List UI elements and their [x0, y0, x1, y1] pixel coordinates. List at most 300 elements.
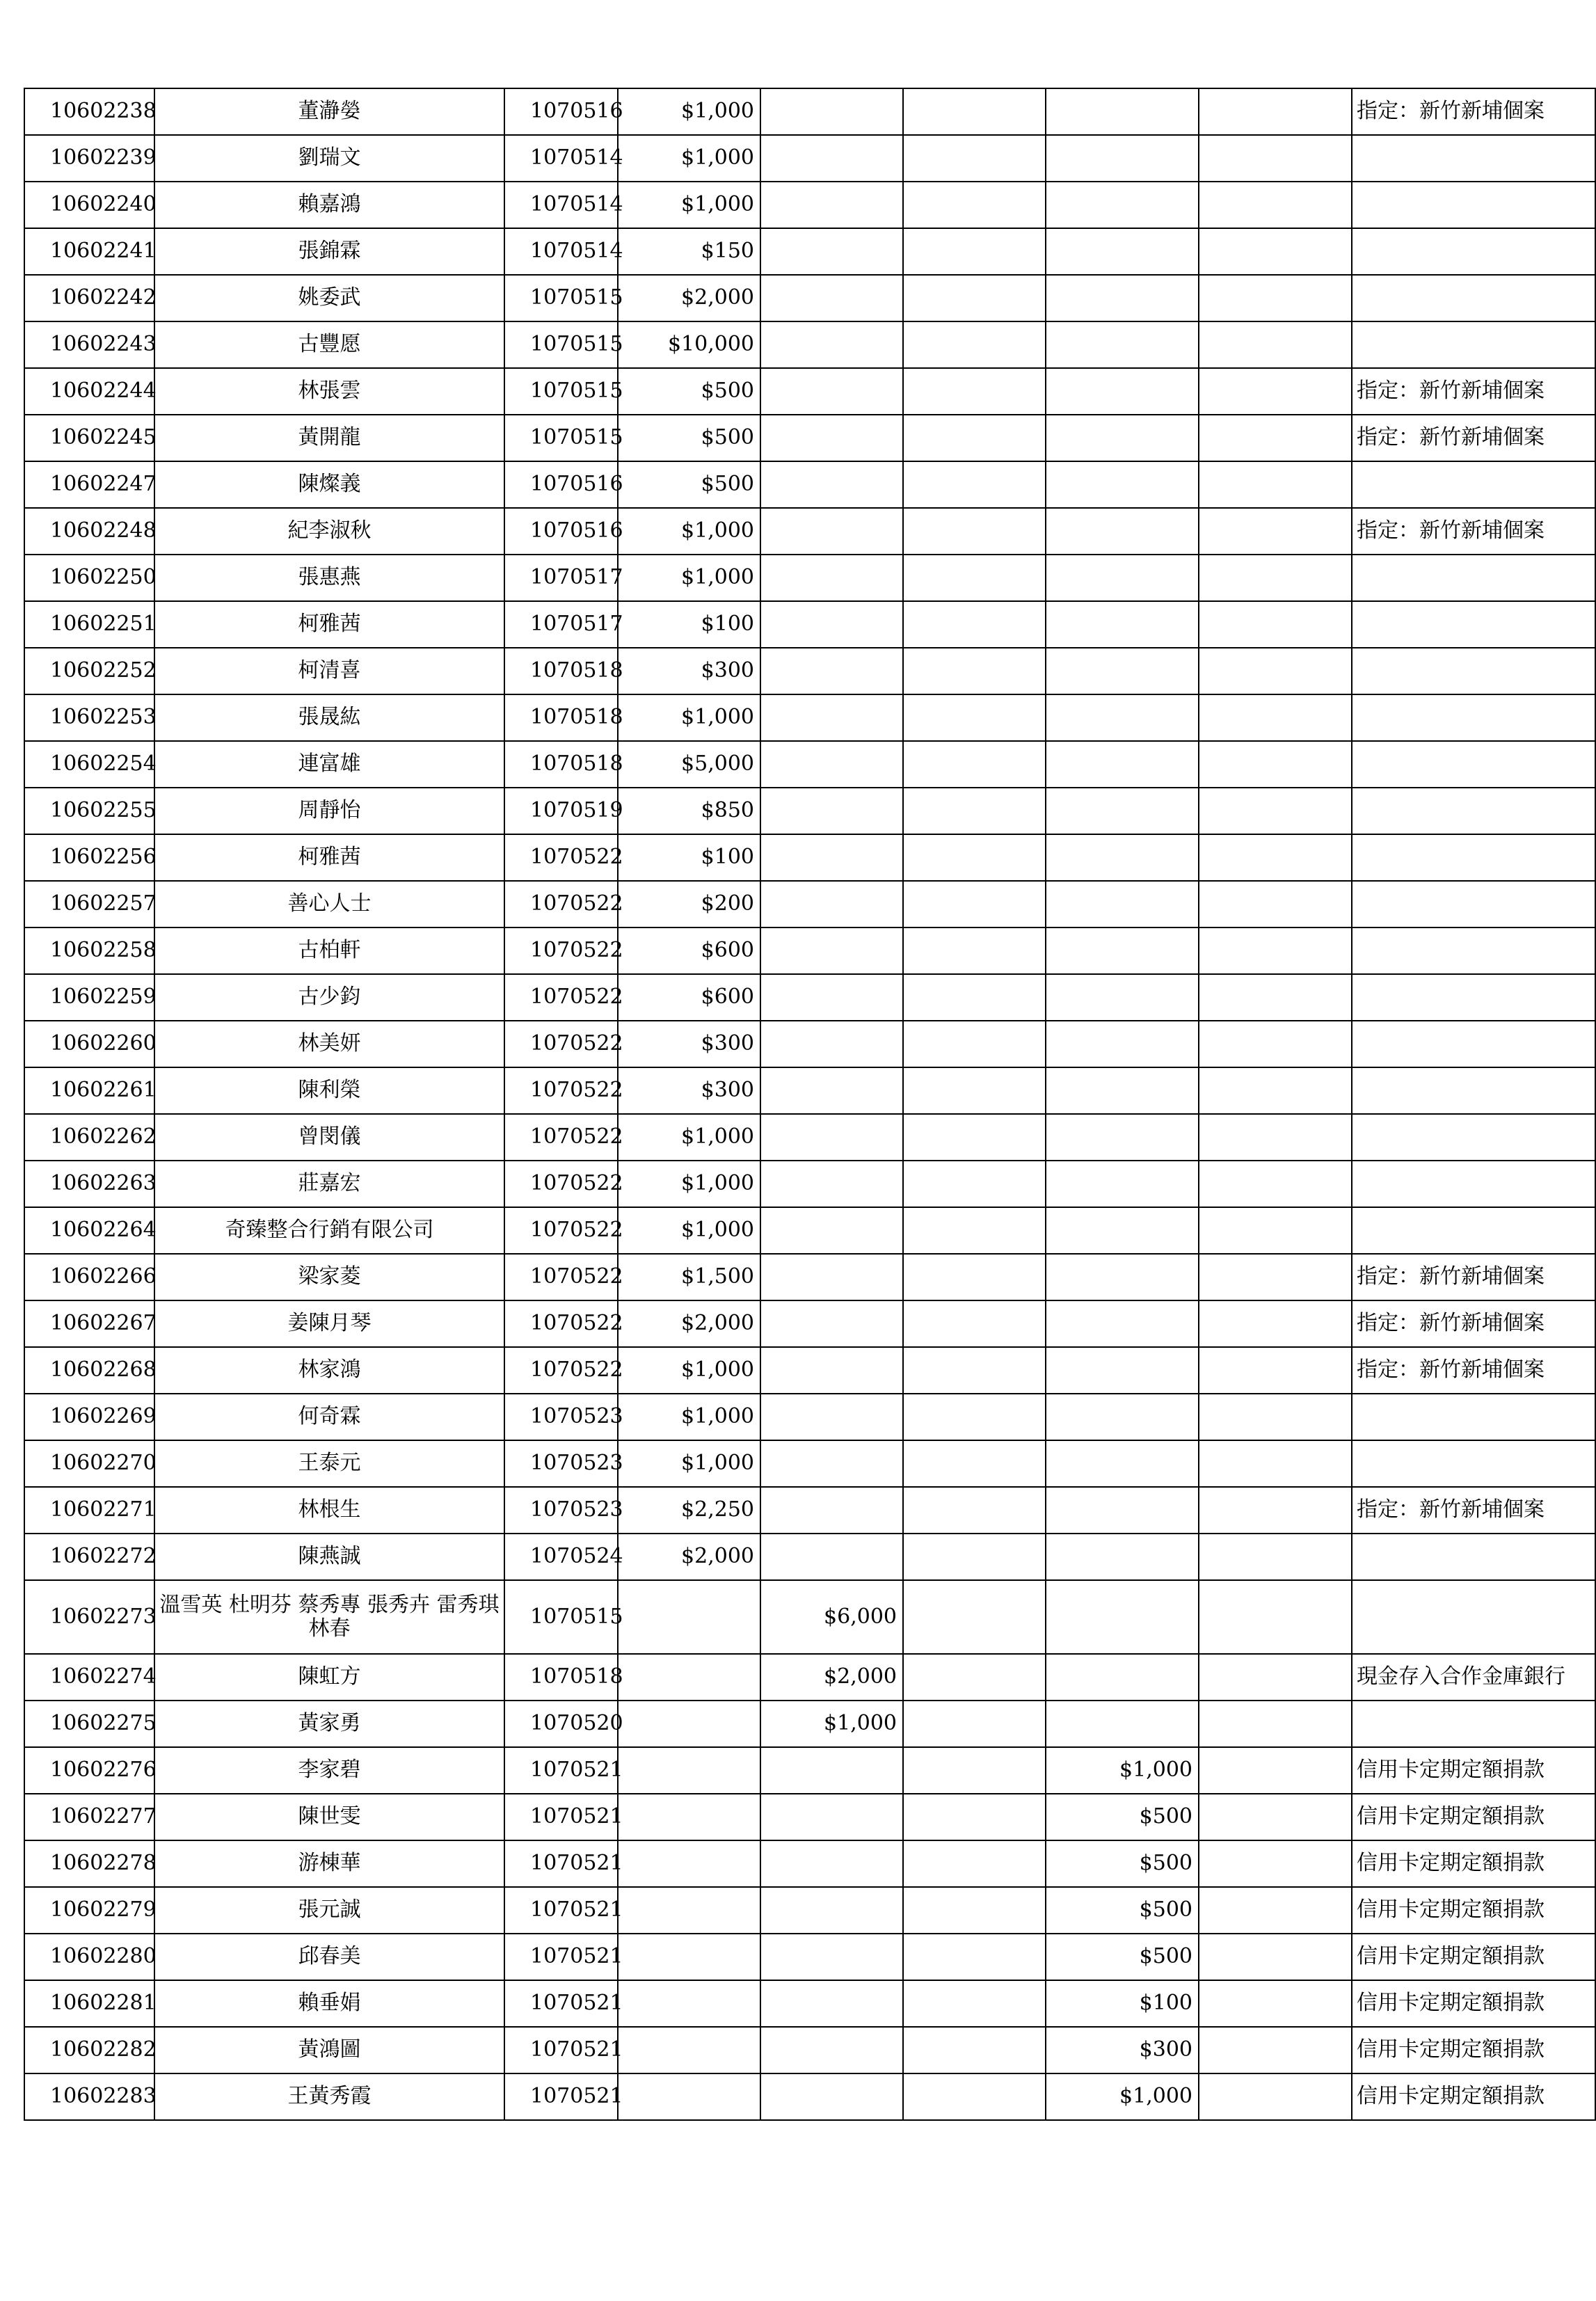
- receipt-number-cell: 10602238: [24, 88, 154, 135]
- amount-cell-4: $300: [1046, 2027, 1199, 2073]
- amount-cell-2: [760, 788, 903, 834]
- table-row: [24, 1840, 1595, 1887]
- amount-cell-1: [618, 1747, 760, 1794]
- amount-cell-2: $1,000: [760, 1701, 903, 1747]
- amount-cell-3: [903, 881, 1046, 927]
- amount-cell-3: [903, 1207, 1046, 1254]
- amount-cell-5: [1199, 881, 1352, 927]
- receipt-number-cell: 10602252: [24, 648, 154, 694]
- donation-date-cell: 1070518: [504, 648, 618, 694]
- donor-name-cell: 柯雅茜: [154, 601, 504, 648]
- note-cell: [1352, 1114, 1595, 1161]
- donor-name-cell: 善心人士: [154, 881, 504, 927]
- donor-name-cell: 陳燦義: [154, 461, 504, 508]
- amount-cell-5: [1199, 1067, 1352, 1114]
- amount-cell-5: [1199, 927, 1352, 974]
- table-row: [24, 88, 1595, 135]
- donation-date-cell: 1070517: [504, 555, 618, 601]
- amount-cell-2: [760, 881, 903, 927]
- amount-cell-3: [903, 1934, 1046, 1980]
- table-row: [24, 508, 1595, 555]
- donor-name-cell: 張錦霖: [154, 228, 504, 275]
- table-row: [24, 648, 1595, 694]
- amount-cell-5: [1199, 1394, 1352, 1440]
- amount-cell-3: [903, 834, 1046, 881]
- amount-cell-3: [903, 927, 1046, 974]
- note-cell: 指定：新竹新埔個案: [1352, 88, 1595, 135]
- note-cell: [1352, 881, 1595, 927]
- receipt-number-cell: 10602279: [24, 1887, 154, 1934]
- donation-date-cell: 1070523: [504, 1394, 618, 1440]
- receipt-number-cell: 10602278: [24, 1840, 154, 1887]
- table-row: [24, 834, 1595, 881]
- amount-cell-4: [1046, 1347, 1199, 1394]
- donor-name-cell: 賴嘉鴻: [154, 182, 504, 228]
- amount-cell-5: [1199, 1794, 1352, 1840]
- donation-date-cell: 1070522: [504, 927, 618, 974]
- donation-date-cell: 1070515: [504, 415, 618, 461]
- receipt-number-cell: 10602248: [24, 508, 154, 555]
- amount-cell-5: [1199, 1934, 1352, 1980]
- donation-date-cell: 1070514: [504, 182, 618, 228]
- amount-cell-1: [618, 1887, 760, 1934]
- note-cell: [1352, 1067, 1595, 1114]
- table-row: [24, 1067, 1595, 1114]
- donor-name-cell: 周靜怡: [154, 788, 504, 834]
- amount-cell-2: [760, 2073, 903, 2120]
- amount-cell-5: [1199, 741, 1352, 788]
- donor-name-cell: 王泰元: [154, 1440, 504, 1487]
- donation-date-cell: 1070521: [504, 1840, 618, 1887]
- table-row: [24, 2073, 1595, 2120]
- amount-cell-2: [760, 1021, 903, 1067]
- receipt-number-cell: 10602273: [24, 1580, 154, 1654]
- amount-cell-5: [1199, 1161, 1352, 1207]
- donation-date-cell: 1070515: [504, 275, 618, 321]
- receipt-number-cell: 10602244: [24, 368, 154, 415]
- amount-cell-1: [618, 1840, 760, 1887]
- donor-name-cell: 陳虹方: [154, 1654, 504, 1701]
- amount-cell-2: [760, 1207, 903, 1254]
- note-cell: [1352, 461, 1595, 508]
- amount-cell-3: [903, 1747, 1046, 1794]
- amount-cell-3: [903, 1347, 1046, 1394]
- amount-cell-2: [760, 834, 903, 881]
- amount-cell-4: [1046, 881, 1199, 927]
- amount-cell-2: [760, 508, 903, 555]
- amount-cell-4: [1046, 368, 1199, 415]
- amount-cell-4: [1046, 741, 1199, 788]
- donation-date-cell: 1070514: [504, 228, 618, 275]
- amount-cell-3: [903, 182, 1046, 228]
- table-row: [24, 2027, 1595, 2073]
- note-cell: 指定：新竹新埔個案: [1352, 368, 1595, 415]
- donor-name-cell: 柯清喜: [154, 648, 504, 694]
- donor-name-cell: 賴垂娟: [154, 1980, 504, 2027]
- donation-date-cell: 1070522: [504, 1300, 618, 1347]
- table-row: [24, 368, 1595, 415]
- donation-date-cell: 1070522: [504, 974, 618, 1021]
- amount-cell-2: $6,000: [760, 1580, 903, 1654]
- amount-cell-5: [1199, 1701, 1352, 1747]
- table-row: [24, 601, 1595, 648]
- donation-date-cell: 1070522: [504, 834, 618, 881]
- table-row: [24, 415, 1595, 461]
- amount-cell-4: [1046, 788, 1199, 834]
- amount-cell-1: $150: [618, 228, 760, 275]
- donor-name-cell: 張元誠: [154, 1887, 504, 1934]
- table-row: [24, 1300, 1595, 1347]
- note-cell: [1352, 1021, 1595, 1067]
- amount-cell-3: [903, 228, 1046, 275]
- amount-cell-5: [1199, 1534, 1352, 1580]
- amount-cell-5: [1199, 2073, 1352, 2120]
- amount-cell-3: [903, 2073, 1046, 2120]
- amount-cell-3: [903, 1887, 1046, 1934]
- table-row: [24, 1701, 1595, 1747]
- donation-date-cell: 1070516: [504, 508, 618, 555]
- receipt-number-cell: 10602268: [24, 1347, 154, 1394]
- amount-cell-3: [903, 461, 1046, 508]
- amount-cell-5: [1199, 974, 1352, 1021]
- amount-cell-5: [1199, 415, 1352, 461]
- amount-cell-3: [903, 1487, 1046, 1534]
- amount-cell-2: [760, 275, 903, 321]
- donation-date-cell: 1070515: [504, 321, 618, 368]
- amount-cell-5: [1199, 1747, 1352, 1794]
- amount-cell-1: $1,000: [618, 1394, 760, 1440]
- note-cell: [1352, 648, 1595, 694]
- receipt-number-cell: 10602260: [24, 1021, 154, 1067]
- donor-name-cell: 陳燕誠: [154, 1534, 504, 1580]
- note-cell: [1352, 1440, 1595, 1487]
- donation-date-cell: 1070518: [504, 741, 618, 788]
- amount-cell-1: $2,000: [618, 275, 760, 321]
- donor-name-cell: 紀李淑秋: [154, 508, 504, 555]
- amount-cell-1: [618, 1794, 760, 1840]
- receipt-number-cell: 10602272: [24, 1534, 154, 1580]
- amount-cell-5: [1199, 1580, 1352, 1654]
- donation-date-cell: 1070514: [504, 135, 618, 182]
- table-row: [24, 1021, 1595, 1067]
- note-cell: [1352, 1534, 1595, 1580]
- donation-date-cell: 1070522: [504, 1347, 618, 1394]
- amount-cell-1: $1,500: [618, 1254, 760, 1300]
- donor-name-cell: 黃鴻圖: [154, 2027, 504, 2073]
- amount-cell-2: [760, 694, 903, 741]
- amount-cell-4: [1046, 555, 1199, 601]
- amount-cell-3: [903, 1980, 1046, 2027]
- receipt-number-cell: 10602256: [24, 834, 154, 881]
- table-row: [24, 1580, 1595, 1654]
- amount-cell-1: $1,000: [618, 182, 760, 228]
- donor-name-cell: 林美妍: [154, 1021, 504, 1067]
- amount-cell-2: [760, 1161, 903, 1207]
- donation-date-cell: 1070523: [504, 1440, 618, 1487]
- table-row: [24, 555, 1595, 601]
- amount-cell-4: [1046, 135, 1199, 182]
- table-row: [24, 1980, 1595, 2027]
- amount-cell-3: [903, 1254, 1046, 1300]
- note-cell: [1352, 135, 1595, 182]
- amount-cell-3: [903, 321, 1046, 368]
- donation-date-cell: 1070518: [504, 694, 618, 741]
- donor-name-cell: 曾閔儀: [154, 1114, 504, 1161]
- amount-cell-4: $500: [1046, 1794, 1199, 1840]
- donation-date-cell: 1070522: [504, 1254, 618, 1300]
- amount-cell-1: $2,000: [618, 1534, 760, 1580]
- amount-cell-3: [903, 1654, 1046, 1701]
- amount-cell-4: [1046, 974, 1199, 1021]
- amount-cell-2: [760, 1440, 903, 1487]
- table-row: [24, 881, 1595, 927]
- donor-name-cell: 姜陳月琴: [154, 1300, 504, 1347]
- amount-cell-2: [760, 1794, 903, 1840]
- receipt-number-cell: 10602276: [24, 1747, 154, 1794]
- donation-date-cell: 1070515: [504, 368, 618, 415]
- donation-date-cell: 1070522: [504, 881, 618, 927]
- amount-cell-3: [903, 694, 1046, 741]
- amount-cell-3: [903, 1534, 1046, 1580]
- note-cell: [1352, 1701, 1595, 1747]
- donor-name-cell: 劉瑞文: [154, 135, 504, 182]
- amount-cell-3: [903, 508, 1046, 555]
- amount-cell-3: [903, 1580, 1046, 1654]
- amount-cell-1: $500: [618, 368, 760, 415]
- amount-cell-4: $1,000: [1046, 2073, 1199, 2120]
- table-row: [24, 788, 1595, 834]
- donor-name-cell: 溫雪英 杜明芬 蔡秀專 張秀卉 雷秀琪 林春: [154, 1580, 504, 1654]
- table-row: [24, 1934, 1595, 1980]
- note-cell: [1352, 275, 1595, 321]
- receipt-number-cell: 10602266: [24, 1254, 154, 1300]
- table-row: [24, 1887, 1595, 1934]
- amount-cell-2: [760, 1067, 903, 1114]
- note-cell: 指定：新竹新埔個案: [1352, 1254, 1595, 1300]
- table-row: [24, 1207, 1595, 1254]
- receipt-number-cell: 10602251: [24, 601, 154, 648]
- amount-cell-2: [760, 1980, 903, 2027]
- amount-cell-4: $500: [1046, 1887, 1199, 1934]
- amount-cell-5: [1199, 1887, 1352, 1934]
- amount-cell-3: [903, 1300, 1046, 1347]
- amount-cell-4: [1046, 415, 1199, 461]
- amount-cell-1: $2,250: [618, 1487, 760, 1534]
- note-cell: 信用卡定期定額捐款: [1352, 1794, 1595, 1840]
- amount-cell-2: [760, 415, 903, 461]
- amount-cell-1: $1,000: [618, 1440, 760, 1487]
- donor-name-cell: 奇臻整合行銷有限公司: [154, 1207, 504, 1254]
- donation-date-cell: 1070521: [504, 1934, 618, 1980]
- donor-name-cell: 古豐愿: [154, 321, 504, 368]
- amount-cell-4: [1046, 275, 1199, 321]
- donor-name-cell: 張惠燕: [154, 555, 504, 601]
- amount-cell-4: [1046, 1534, 1199, 1580]
- table-row: [24, 135, 1595, 182]
- table-row: [24, 1487, 1595, 1534]
- note-cell: [1352, 555, 1595, 601]
- donation-date-cell: 1070521: [504, 2073, 618, 2120]
- donor-name-cell: 林張雲: [154, 368, 504, 415]
- amount-cell-4: [1046, 1207, 1199, 1254]
- amount-cell-1: $300: [618, 1067, 760, 1114]
- receipt-number-cell: 10602262: [24, 1114, 154, 1161]
- amount-cell-3: [903, 974, 1046, 1021]
- amount-cell-4: [1046, 461, 1199, 508]
- amount-cell-2: [760, 1840, 903, 1887]
- table-row: [24, 694, 1595, 741]
- note-cell: 信用卡定期定額捐款: [1352, 1887, 1595, 1934]
- amount-cell-1: $300: [618, 1021, 760, 1067]
- table-row: [24, 321, 1595, 368]
- amount-cell-4: $500: [1046, 1934, 1199, 1980]
- amount-cell-2: [760, 1114, 903, 1161]
- amount-cell-4: [1046, 601, 1199, 648]
- donation-date-cell: 1070521: [504, 1980, 618, 2027]
- table-row: [24, 461, 1595, 508]
- amount-cell-4: [1046, 508, 1199, 555]
- amount-cell-3: [903, 2027, 1046, 2073]
- note-cell: [1352, 927, 1595, 974]
- receipt-number-cell: 10602281: [24, 1980, 154, 2027]
- amount-cell-4: [1046, 228, 1199, 275]
- amount-cell-5: [1199, 182, 1352, 228]
- note-cell: [1352, 974, 1595, 1021]
- table-row: [24, 1747, 1595, 1794]
- amount-cell-3: [903, 1794, 1046, 1840]
- amount-cell-4: [1046, 1580, 1199, 1654]
- amount-cell-1: [618, 1580, 760, 1654]
- note-cell: [1352, 788, 1595, 834]
- receipt-number-cell: 10602253: [24, 694, 154, 741]
- amount-cell-1: $1,000: [618, 1207, 760, 1254]
- donation-date-cell: 1070515: [504, 1580, 618, 1654]
- receipt-number-cell: 10602277: [24, 1794, 154, 1840]
- amount-cell-2: [760, 1487, 903, 1534]
- table-row: [24, 1394, 1595, 1440]
- donation-date-cell: 1070521: [504, 2027, 618, 2073]
- donor-name-cell: 連富雄: [154, 741, 504, 788]
- donation-date-cell: 1070518: [504, 1654, 618, 1701]
- amount-cell-4: [1046, 648, 1199, 694]
- amount-cell-4: [1046, 321, 1199, 368]
- amount-cell-1: $200: [618, 881, 760, 927]
- amount-cell-4: $100: [1046, 1980, 1199, 2027]
- amount-cell-4: [1046, 1067, 1199, 1114]
- amount-cell-3: [903, 275, 1046, 321]
- amount-cell-2: [760, 461, 903, 508]
- amount-cell-2: [760, 648, 903, 694]
- amount-cell-3: [903, 1067, 1046, 1114]
- donation-date-cell: 1070516: [504, 88, 618, 135]
- table-row: [24, 275, 1595, 321]
- amount-cell-4: [1046, 182, 1199, 228]
- amount-cell-3: [903, 1440, 1046, 1487]
- donor-name-cell: 林家鴻: [154, 1347, 504, 1394]
- receipt-number-cell: 10602243: [24, 321, 154, 368]
- amount-cell-2: [760, 182, 903, 228]
- note-cell: 信用卡定期定額捐款: [1352, 1840, 1595, 1887]
- amount-cell-4: [1046, 1161, 1199, 1207]
- donor-name-cell: 林根生: [154, 1487, 504, 1534]
- table-body: [24, 88, 1595, 2120]
- amount-cell-3: [903, 741, 1046, 788]
- amount-cell-1: $300: [618, 648, 760, 694]
- amount-cell-5: [1199, 1654, 1352, 1701]
- amount-cell-4: [1046, 927, 1199, 974]
- receipt-number-cell: 10602245: [24, 415, 154, 461]
- amount-cell-2: $2,000: [760, 1654, 903, 1701]
- note-cell: 信用卡定期定額捐款: [1352, 2073, 1595, 2120]
- donation-date-cell: 1070517: [504, 601, 618, 648]
- donor-name-cell: 柯雅茜: [154, 834, 504, 881]
- note-cell: 信用卡定期定額捐款: [1352, 2027, 1595, 2073]
- receipt-number-cell: 10602270: [24, 1440, 154, 1487]
- amount-cell-1: [618, 2027, 760, 2073]
- note-cell: [1352, 1394, 1595, 1440]
- receipt-number-cell: 10602257: [24, 881, 154, 927]
- amount-cell-4: [1046, 1440, 1199, 1487]
- amount-cell-2: [760, 555, 903, 601]
- table-row: [24, 1654, 1595, 1701]
- amount-cell-3: [903, 1701, 1046, 1747]
- amount-cell-2: [760, 321, 903, 368]
- amount-cell-2: [760, 974, 903, 1021]
- table-row: [24, 182, 1595, 228]
- amount-cell-1: [618, 1701, 760, 1747]
- amount-cell-2: [760, 741, 903, 788]
- receipt-number-cell: 10602275: [24, 1701, 154, 1747]
- table-row: [24, 228, 1595, 275]
- amount-cell-1: [618, 1654, 760, 1701]
- donor-name-cell: 莊嘉宏: [154, 1161, 504, 1207]
- amount-cell-3: [903, 135, 1046, 182]
- amount-cell-1: [618, 2073, 760, 2120]
- table-row: [24, 1534, 1595, 1580]
- amount-cell-1: $600: [618, 927, 760, 974]
- table-row: [24, 927, 1595, 974]
- receipt-number-cell: 10602283: [24, 2073, 154, 2120]
- donor-name-cell: 邱春美: [154, 1934, 504, 1980]
- amount-cell-3: [903, 601, 1046, 648]
- amount-cell-5: [1199, 275, 1352, 321]
- note-cell: [1352, 834, 1595, 881]
- amount-cell-5: [1199, 2027, 1352, 2073]
- amount-cell-1: $1,000: [618, 1161, 760, 1207]
- table-row: [24, 1794, 1595, 1840]
- receipt-number-cell: 10602258: [24, 927, 154, 974]
- receipt-number-cell: 10602259: [24, 974, 154, 1021]
- receipt-number-cell: 10602269: [24, 1394, 154, 1440]
- amount-cell-4: [1046, 1300, 1199, 1347]
- receipt-number-cell: 10602250: [24, 555, 154, 601]
- amount-cell-5: [1199, 1347, 1352, 1394]
- amount-cell-2: [760, 368, 903, 415]
- note-cell: 信用卡定期定額捐款: [1352, 1934, 1595, 1980]
- donor-name-cell: 何奇霖: [154, 1394, 504, 1440]
- amount-cell-4: [1046, 1254, 1199, 1300]
- note-cell: 現金存入合作金庫銀行: [1352, 1654, 1595, 1701]
- amount-cell-1: $1,000: [618, 694, 760, 741]
- donation-date-cell: 1070520: [504, 1701, 618, 1747]
- amount-cell-1: $500: [618, 461, 760, 508]
- amount-cell-3: [903, 648, 1046, 694]
- amount-cell-5: [1199, 228, 1352, 275]
- note-cell: [1352, 1580, 1595, 1654]
- amount-cell-1: $100: [618, 601, 760, 648]
- receipt-number-cell: 10602254: [24, 741, 154, 788]
- note-cell: [1352, 1161, 1595, 1207]
